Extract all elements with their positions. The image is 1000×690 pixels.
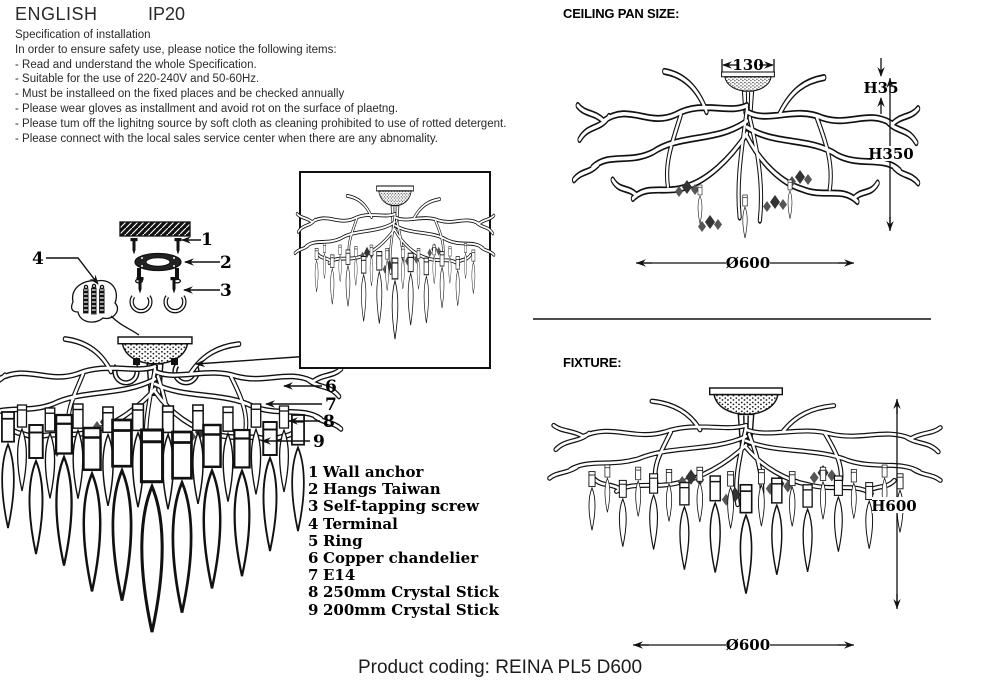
dim-fixture-diameter: Ø600: [725, 636, 771, 654]
terminal-drawing: [72, 281, 139, 335]
callout-4: 4: [32, 249, 44, 269]
fixture-diagram: [550, 388, 941, 654]
callout-2: 2: [220, 253, 232, 273]
parts-list-item: 5 Ring: [308, 531, 363, 550]
callout-6: 6: [325, 377, 337, 397]
fixture-label: FIXTURE:: [563, 355, 622, 370]
dim-pan-height: H35: [863, 79, 899, 97]
callout-7: 7: [325, 395, 337, 415]
language-title: ENGLISH: [15, 4, 98, 24]
spec-item: - Please wear gloves as installment and avoid rot on the surface of plaetng.: [15, 102, 398, 115]
parts-list: [308, 464, 499, 619]
spec-intro: In order to ensure safety use, please notice the following items:: [15, 43, 337, 56]
product-coding: Product coding: REINA PL5 D600: [357, 657, 643, 678]
parts-list-item: 2 Hangs Taiwan: [308, 480, 441, 499]
parts-list-item: 6 Copper chandelier: [308, 549, 479, 568]
ceiling-pan-size-label: CEILING PAN SIZE:: [563, 6, 680, 21]
callout-8: 8: [323, 412, 335, 432]
dim-pan-width: 130: [732, 56, 764, 74]
dim-fixture-height: H600: [871, 497, 917, 515]
dim-ceiling-height: H350: [868, 145, 914, 163]
parts-list-item: 8 250mm Crystal Stick: [308, 583, 499, 602]
ceiling-pan-diagram: [574, 56, 918, 272]
dim-ceiling-diameter: Ø600: [725, 254, 771, 272]
spec-item: - Read and understand the whole Specification.: [15, 58, 257, 71]
installation-exploded-diagram: [0, 222, 341, 632]
parts-list-item: 3 Self-tapping screw: [308, 497, 480, 516]
spec-title: Specification of installation: [15, 29, 151, 41]
chandelier-drawing: [0, 337, 341, 632]
parts-list-item: 7 E14: [308, 566, 356, 585]
spec-item: - Please connect with the local sales service center when there are any abnomality.: [15, 132, 438, 145]
callout-9: 9: [313, 432, 325, 452]
parts-list-item: 9 200mm Crystal Stick: [308, 600, 499, 619]
spec-item: - Must be installeed on the fixed places and be checked annually: [15, 88, 345, 101]
spec-item: - Please tum off the lighitng source by soft cloth as cleaning prohibited to use of rotted detergent.: [15, 117, 507, 130]
wall-anchor-drawing: [120, 222, 190, 236]
spec-item: - Suitable for the use of 220-240V and 50-60Hz.: [15, 73, 260, 86]
assembled-inset-diagram: [295, 172, 494, 368]
callout-1: 1: [201, 230, 213, 250]
specification-block: [15, 28, 506, 146]
parts-list-item: 1 Wall anchor: [308, 463, 424, 481]
ip-rating: IP20: [148, 4, 186, 24]
parts-list-item: 4 Terminal: [308, 514, 398, 533]
callout-3: 3: [220, 281, 232, 301]
